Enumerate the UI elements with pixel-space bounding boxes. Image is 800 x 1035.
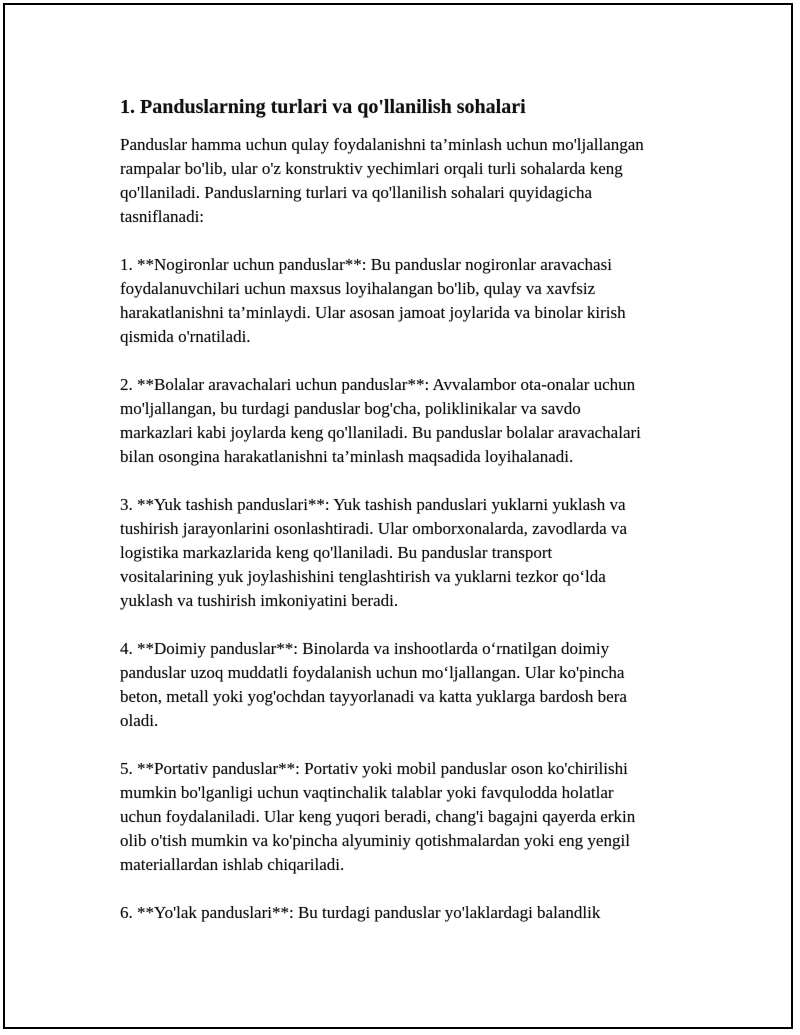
paragraph xyxy=(120,901,700,925)
paragraph-line: harakatlanishni ta’minlaydi. Ular asosan jamoat joylarida va binolar kirish xyxy=(120,303,626,322)
paragraph-line: 5. **Portativ panduslar**: Portativ yoki mobil panduslar oson ko'chirilishi xyxy=(120,759,628,778)
paragraph-line: uchun foydalaniladi. Ular keng yuqori beradi, chang'i bagajni qayerda erkin xyxy=(120,807,636,826)
paragraph-line: 1. **Nogironlar uchun panduslar**: Bu panduslar nogironlar aravachasi xyxy=(120,255,612,274)
paragraph-line: Panduslar hamma uchun qulay foydalanishni ta’minlash uchun mo'ljallangan xyxy=(120,135,644,154)
paragraph-line: 2. **Bolalar aravachalari uchun panduslar**: Avvalambor ota-onalar uchun xyxy=(120,375,636,394)
paragraph-line: markazlari kabi joylarda keng qo'llaniladi. Bu panduslar bolalar aravachalari xyxy=(120,423,641,442)
paragraph xyxy=(120,133,700,229)
paragraph-line: vositalarining yuk joylashishini tenglashtirish va yuklarni tezkor qo‘lda xyxy=(120,567,606,586)
paragraph-line: tasniflanadi: xyxy=(120,207,205,226)
section-heading: 1. Panduslarning turlari va qo'llanilish sohalari xyxy=(120,96,526,118)
paragraph-line: 6. **Yo'lak panduslari**: Bu turdagi panduslar yo'laklardagi balandlik xyxy=(120,903,601,922)
paragraph xyxy=(120,373,700,469)
page-frame xyxy=(3,3,793,1029)
paragraph-line: olib o'tish mumkin va ko'pincha alyuminiy qotishmalardan yoki eng yengil xyxy=(120,831,630,850)
paragraph-line: mumkin bo'lganligi uchun vaqtinchalik talablar yoki favqulodda holatlar xyxy=(120,783,614,802)
paragraph-line: mo'ljallangan, bu turdagi panduslar bog'cha, poliklinikalar va savdo xyxy=(120,399,581,418)
paragraph xyxy=(120,253,700,349)
paragraph xyxy=(120,757,700,877)
paragraph-line: oladi. xyxy=(120,711,159,730)
paragraph-line: 3. **Yuk tashish panduslari**: Yuk tashish panduslari yuklarni yuklash va xyxy=(120,495,626,514)
paragraph xyxy=(120,493,700,613)
paragraph-list xyxy=(120,133,700,925)
paragraph-line: logistika markazlarida keng qo'llaniladi. Bu panduslar transport xyxy=(120,543,553,562)
paragraph-line: rampalar bo'lib, ular o'z konstruktiv yechimlari orqali turli sohalarda keng xyxy=(120,159,623,178)
paragraph xyxy=(120,637,700,733)
paragraph-line: qo'llaniladi. Panduslarning turlari va qo'llanilish sohalari quyidagicha xyxy=(120,183,593,202)
paragraph-line: bilan osongina harakatlanishni ta’minlash maqsadida loyihalanadi. xyxy=(120,447,574,466)
document-body xyxy=(120,95,700,949)
paragraph-line: tushirish jarayonlarini osonlashtiradi. Ular omborxonalarda, zavodlarda va xyxy=(120,519,628,538)
paragraph-line: yuklash va tushirish imkoniyatini beradi. xyxy=(120,591,399,610)
paragraph-line: panduslar uzoq muddatli foydalanish uchun mo‘ljallangan. Ular ko'pincha xyxy=(120,663,625,682)
paragraph-line: qismida o'rnatiladi. xyxy=(120,327,251,346)
paragraph-line: foydalanuvchilari uchun maxsus loyihalangan bo'lib, qulay va xavfsiz xyxy=(120,279,596,298)
paragraph-line: 4. **Doimiy panduslar**: Binolarda va inshootlarda o‘rnatilgan doimiy xyxy=(120,639,610,658)
paragraph-line: materiallardan ishlab chiqariladi. xyxy=(120,855,345,874)
paragraph-line: beton, metall yoki yog'ochdan tayyorlanadi va katta yuklarga bardosh bera xyxy=(120,687,627,706)
